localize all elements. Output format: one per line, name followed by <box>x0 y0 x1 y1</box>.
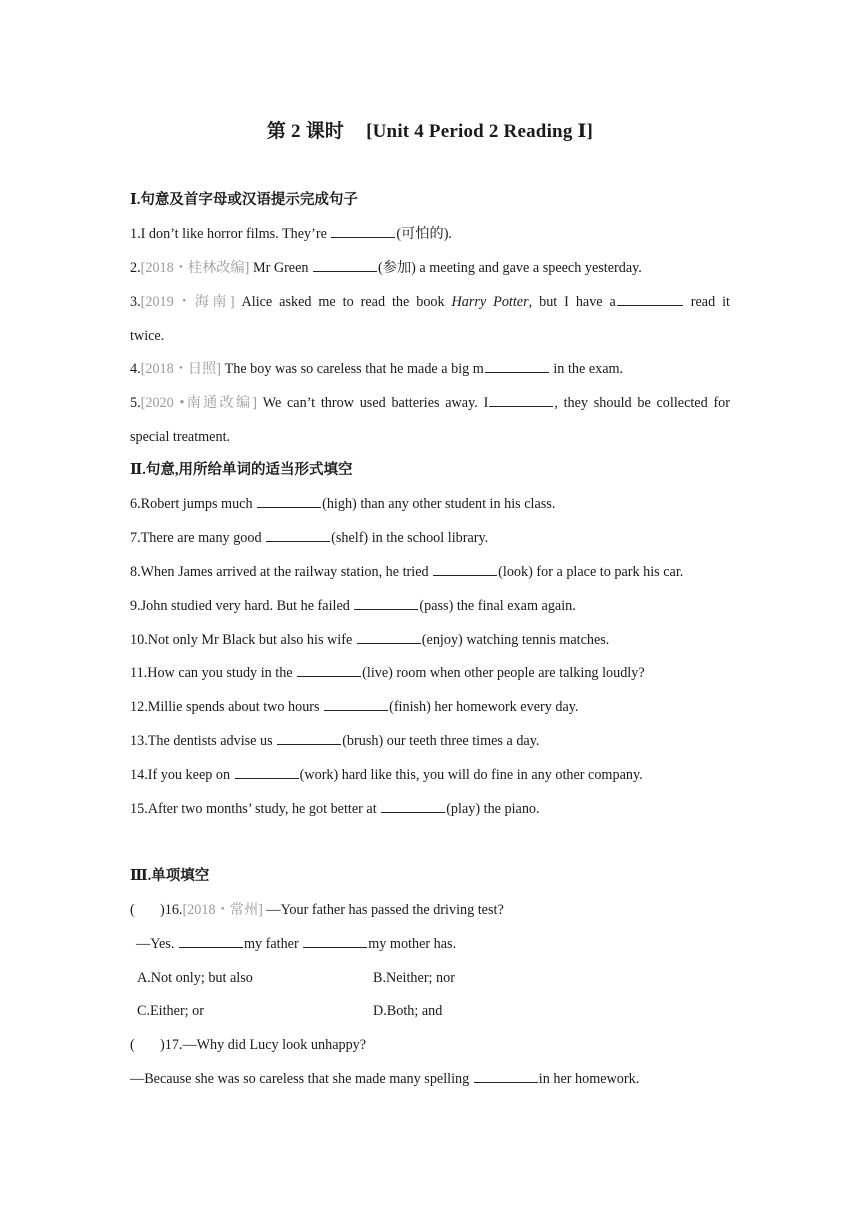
option-d[interactable]: D.Both; and <box>373 1003 443 1019</box>
answer-bracket-open[interactable]: ( <box>130 1037 135 1053</box>
question-10: 10.Not only Mr Black but also his wife (enjoy) watching tennis matches. <box>130 632 610 648</box>
answer-blank[interactable] <box>179 934 243 948</box>
answer-blank[interactable] <box>331 224 395 238</box>
answer-blank[interactable] <box>485 359 549 373</box>
page-title <box>0 116 860 143</box>
answer-blank[interactable] <box>277 731 341 745</box>
question-9: 9.John studied very hard. But he failed (pass) the final exam again. <box>130 598 576 614</box>
source-tag: [2018・桂林改编] <box>140 260 250 276</box>
answer-blank[interactable] <box>266 528 330 542</box>
question-5-continued: special treatment. <box>130 429 231 445</box>
answer-blank[interactable] <box>354 596 418 610</box>
answer-bracket-open[interactable]: ( <box>130 902 135 918</box>
question-16: ( )16.[2018・常州] —Your father has passed the driving test? <box>130 902 504 918</box>
answer-blank[interactable] <box>324 697 388 711</box>
question-3: 3.[2019・海南] Alice asked me to read the book Harry Potter, but I have a read it <box>130 294 731 310</box>
question-17-answer: —Because she was so careless that she made many spelling in her homework. <box>130 1071 640 1087</box>
source-tag: [2020 •南通改编] <box>140 395 257 411</box>
answer-blank[interactable] <box>303 934 367 948</box>
option-b[interactable]: B.Neither; nor <box>373 970 455 986</box>
source-tag: [2019・海南] <box>140 294 235 310</box>
section-3-heading: Ⅲ.单项填空 <box>130 868 210 884</box>
lesson-label: 第 2 课时 <box>266 121 345 142</box>
answer-blank[interactable] <box>381 799 445 813</box>
question-15: 15.After two months’ study, he got better at (play) the piano. <box>130 801 540 817</box>
section-1-heading: Ⅰ.句意及首字母或汉语提示完成句子 <box>130 192 358 208</box>
section-2-heading: Ⅱ.句意,用所给单词的适当形式填空 <box>130 462 353 478</box>
question-4: 4.[2018・日照] The boy was so careless that he made a big m in the exam. <box>130 361 624 377</box>
unit-label: [Unit 4 Period 2 Reading Ⅰ] <box>366 121 594 142</box>
answer-blank[interactable] <box>489 393 553 407</box>
source-tag: [2018・日照] <box>140 361 222 377</box>
question-3-continued: twice. <box>130 328 165 344</box>
question-17: ( )17.—Why did Lucy look unhappy? <box>130 1037 367 1053</box>
answer-blank[interactable] <box>235 765 299 779</box>
question-11: 11.How can you study in the (live) room when other people are talking loudly? <box>130 665 645 681</box>
question-6: 6.Robert jumps much (high) than any other student in his class. <box>130 496 556 512</box>
question-7: 7.There are many good (shelf) in the school library. <box>130 530 489 546</box>
question-14: 14.If you keep on (work) hard like this, you will do fine in any other company. <box>130 767 643 783</box>
question-5: 5.[2020 •南通改编] We can’t throw used batteries away. I , they should be collected for <box>130 395 730 411</box>
source-tag: [2018・常州] <box>182 902 263 918</box>
option-a[interactable]: A.Not only; but also <box>137 970 253 986</box>
answer-blank[interactable] <box>433 562 497 576</box>
question-16-answer: —Yes. my father my mother has. <box>136 936 457 952</box>
question-8: 8.When James arrived at the railway station, he tried (look) for a place to park his car. <box>130 564 684 580</box>
answer-blank[interactable] <box>297 663 361 677</box>
answer-blank[interactable] <box>357 630 421 644</box>
book-title: Harry Potter <box>451 294 529 310</box>
answer-blank[interactable] <box>257 494 321 508</box>
question-13: 13.The dentists advise us (brush) our teeth three times a day. <box>130 733 540 749</box>
answer-blank[interactable] <box>474 1069 538 1083</box>
question-12: 12.Millie spends about two hours (finish) her homework every day. <box>130 699 579 715</box>
question-1: 1.I don’t like horror films. They’re (可怕的). <box>130 226 452 242</box>
answer-blank[interactable] <box>313 258 377 272</box>
option-c[interactable]: C.Either; or <box>137 1003 204 1019</box>
question-2: 2.[2018・桂林改编] Mr Green (参加) a meeting and gave a speech yesterday. <box>130 260 642 276</box>
answer-blank[interactable] <box>617 292 683 306</box>
